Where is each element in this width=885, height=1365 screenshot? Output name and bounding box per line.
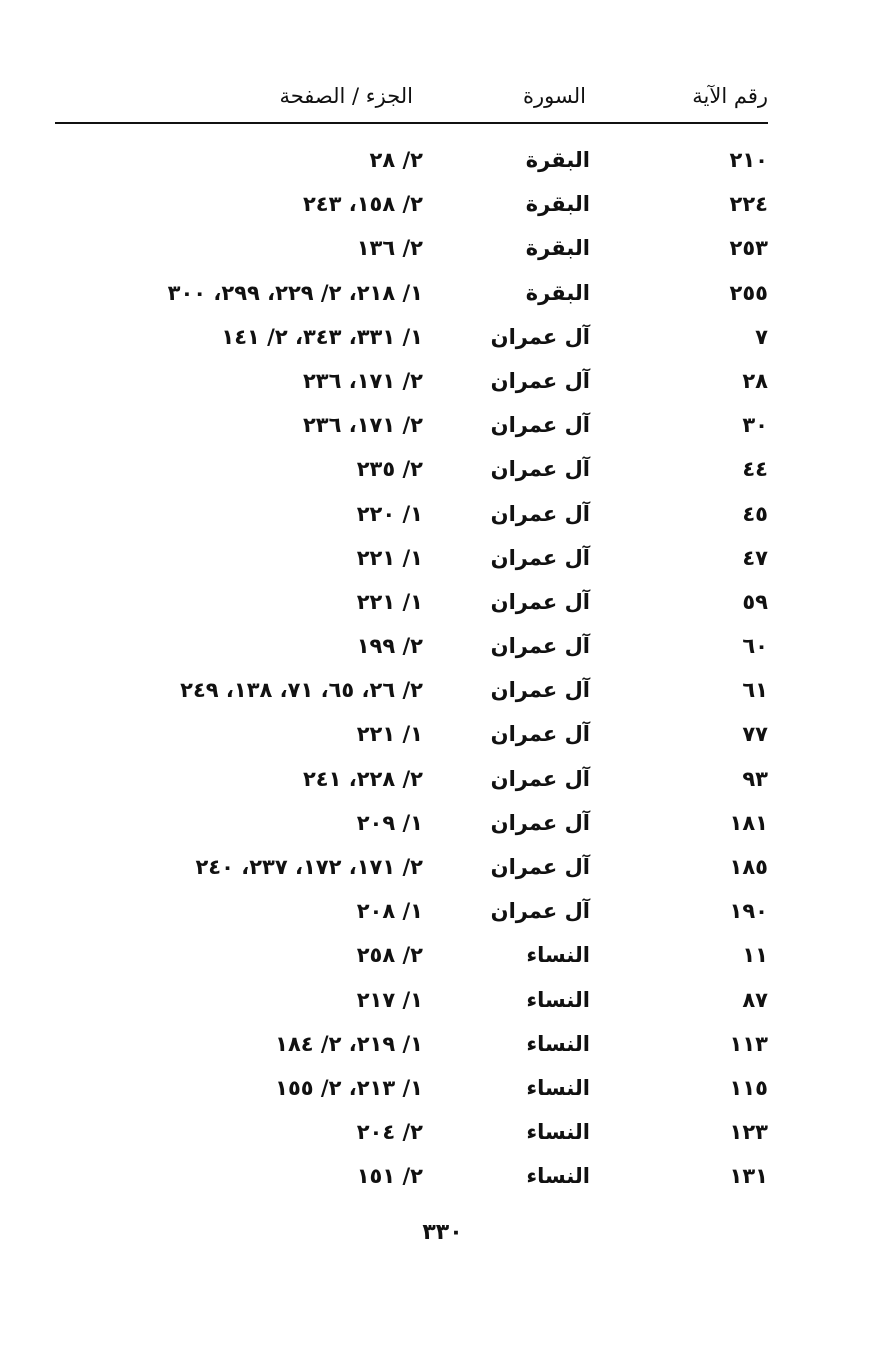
index-table [55,139,768,1200]
table-header [55,78,768,118]
ayah-number: ٥٩ [742,589,768,614]
surah-name: آل عمران [490,678,590,703]
part-page-reference: ٢/ ٢٦، ٦٥، ٧١، ١٣٨، ٢٤٩ [180,678,423,703]
ayah-number: ١٩٠ [729,899,768,924]
ayah-number-header: رقم الآية [692,84,768,108]
part-page-reference: ١/ ٢٢١ [356,545,423,570]
part-page-reference: ٢/ ١٣٦ [356,236,423,261]
surah-name: آل عمران [490,634,590,659]
ayah-number: ٤٧ [742,545,768,570]
part-page-reference: ١/ ٢٠٩ [356,810,423,835]
surah-name: البقرة [525,192,590,217]
part-page-reference: ٢/ ٢٣٥ [356,457,423,482]
table-row [55,934,768,978]
surah-name: النساء [526,987,590,1012]
surah-name: آل عمران [490,899,590,924]
table-row [55,581,768,625]
part-page-reference: ١/ ٢٠٨ [356,899,423,924]
surah-name: آل عمران [490,766,590,791]
table-row [55,1067,768,1111]
part-page-reference: ١/ ٢١٧ [356,987,423,1012]
table-row [55,1023,768,1067]
ayah-number: ٢٢٤ [729,192,768,217]
table-row [55,846,768,890]
ayah-number: ٣٠ [742,413,768,438]
part-page-reference: ١/ ٣٣١، ٣٤٣، ٢/ ١٤١ [221,324,423,349]
header-divider [55,122,768,124]
table-row [55,1155,768,1199]
table-row [55,227,768,271]
ayah-number: ٢٨ [742,368,768,393]
table-row [55,272,768,316]
surah-name: آل عمران [490,501,590,526]
surah-name: البقرة [525,236,590,261]
ayah-number: ٩٣ [742,766,768,791]
ayah-number: ٤٤ [742,457,768,482]
ayah-number: ٧ [755,324,768,349]
surah-name: آل عمران [490,368,590,393]
surah-name: النساء [526,1075,590,1100]
table-row [55,316,768,360]
part-page-reference: ٢/ ١٥١ [356,1164,423,1189]
table-row [55,139,768,183]
ayah-number: ١٨١ [729,810,768,835]
table-row [55,537,768,581]
ayah-number: ٤٥ [742,501,768,526]
part-page-reference: ١/ ٢١٩، ٢/ ١٨٤ [275,1031,423,1056]
surah-name: البقرة [525,280,590,305]
surah-name: آل عمران [490,810,590,835]
part-page-reference: ٢/ ١٧١، ١٧٢، ٢٣٧، ٢٤٠ [195,855,423,879]
ayah-number: ٦٠ [742,634,768,659]
table-row [55,669,768,713]
table-row [55,493,768,537]
surah-name: آل عمران [490,722,590,747]
ayah-number: ١٨٥ [729,855,768,879]
table-row [55,1111,768,1155]
ayah-number: ٧٧ [742,722,768,747]
part-page-reference: ٢/ ٢٠٤ [356,1120,423,1145]
ayah-number: ١١ [742,943,768,968]
table-row [55,758,768,802]
part-page-reference: ٢/ ١٧١، ٢٣٦ [302,413,423,438]
surah-name: آل عمران [490,545,590,570]
part-page-reference: ١/ ٢٢١ [356,589,423,614]
ayah-number: ٢١٠ [729,148,768,172]
table-row [55,625,768,669]
ayah-number: ٢٥٣ [729,236,768,261]
surah-header: السورة [523,84,586,108]
ayah-number: ١١٣ [729,1031,768,1056]
part-page-reference: ١/ ٢١٨، ٢/ ٢٢٩، ٢٩٩، ٣٠٠ [167,280,423,305]
ayah-number: ٢٥٥ [729,280,768,305]
table-row [55,183,768,227]
ayah-number: ١٣١ [729,1164,768,1189]
part-page-reference: ١/ ٢٢٠ [356,501,423,526]
surah-name: آل عمران [490,324,590,349]
part-page-reference: ٢/ ٢٢٨، ٢٤١ [302,766,423,791]
surah-name: آل عمران [490,855,590,879]
table-row [55,360,768,404]
page-number: ٣٣٠ [422,1220,463,1245]
table-row [55,713,768,757]
table-row [55,890,768,934]
table-row [55,448,768,492]
part-page-reference: ٢/ ١٧١، ٢٣٦ [302,368,423,393]
surah-name: النساء [526,1031,590,1056]
table-row [55,802,768,846]
part-page-reference: ١/ ٢٢١ [356,722,423,747]
surah-name: آل عمران [490,457,590,482]
surah-name: البقرة [525,148,590,172]
part-page-reference: ٢/ ١٥٨، ٢٤٣ [302,192,423,217]
ayah-number: ٦١ [742,678,768,703]
surah-name: النساء [526,1164,590,1189]
surah-name: آل عمران [490,413,590,438]
table-row [55,404,768,448]
part-page-reference: ٢/ ٢٥٨ [356,943,423,968]
part-page-reference: ٢/ ٢٨ [369,148,423,172]
part-page-reference: ٢/ ١٩٩ [356,634,423,659]
ayah-number: ١٢٣ [729,1120,768,1145]
table-row [55,979,768,1023]
part-page-header: الجزء / الصفحة [279,84,413,108]
surah-name: النساء [526,943,590,968]
surah-name: النساء [526,1120,590,1145]
surah-name: آل عمران [490,589,590,614]
ayah-number: ١١٥ [729,1075,768,1100]
ayah-number: ٨٧ [742,987,768,1012]
part-page-reference: ١/ ٢١٣، ٢/ ١٥٥ [275,1075,423,1100]
